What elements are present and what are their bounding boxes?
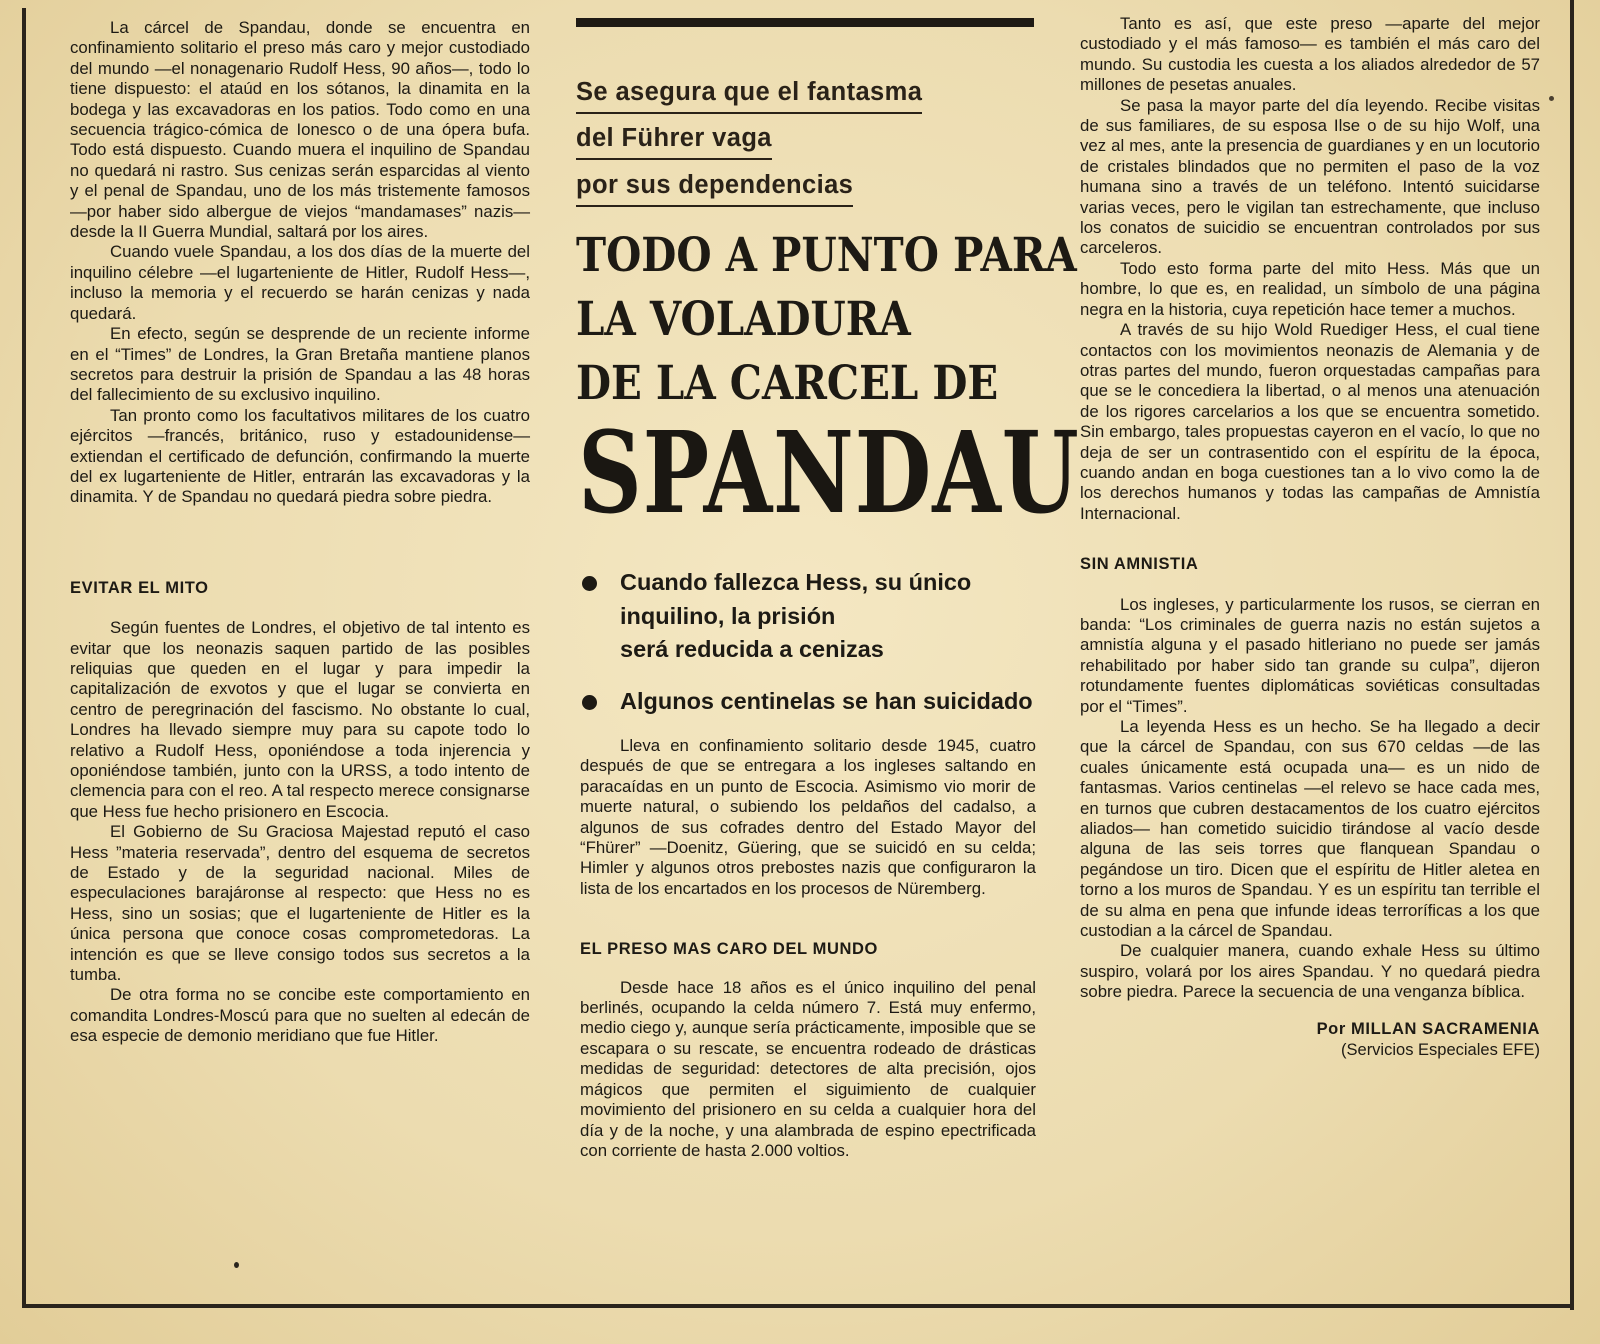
paragraph: Según fuentes de Londres, el objetivo de tal intento es evitar que los neonazis saquen partido de las posibles reliquias que queden en el lugar y para impedir la capitalización de exvotos y que el lugar se convierta en centro de peregrinación del fascismo. No obstante lo cual, Londres ha llevado siempre muy para su capote todo lo relativo a Rudolf Hess, oponiéndose a toda injerencia y oponiéndose también, junto con la URSS, a todo intento de clemencia para con el reo. A tal respecto merece consignarse que Hess fue hecho prisionero en Escocia. bbox=[70, 618, 530, 821]
paragraph: De cualquier manera, cuando exhale Hess su último suspiro, volará por los aires Spandau. Y no quedará piedra sobre piedra. Parece la secuencia de una venganza bíblica. bbox=[1080, 941, 1540, 1002]
section-title: SIN AMNISTIA bbox=[1080, 555, 1199, 574]
kicker-line: del Führer vaga bbox=[576, 124, 772, 160]
paragraph: Lleva en confinamiento solitario desde 1945, cuatro después de que se entregara a los ingleses saltando en paracaídas en un punto de Escocia. Asimismo vio morir de muerte natural, o subiendo los peldaños del cadalso, a algunos de sus cofrades dentro del Estado Mayor del “Fhürer” —Doenitz, Güering, que se suicidó en su celda; Himler y algunos otros prebostes nazis que configuraron la lista de los encartados en los procesos de Nüremberg. bbox=[580, 736, 1036, 898]
article-column-3 bbox=[1080, 14, 1540, 1061]
headline-line: DE LA CARCEL DE bbox=[576, 356, 999, 411]
bullet-item: Algunos centinelas se han suicidado bbox=[580, 685, 1050, 719]
border-rule-left bbox=[22, 8, 26, 1308]
border-rule-bottom bbox=[22, 1304, 1574, 1308]
paragraph: Los ingleses, y particularmente los rusos, se cierran en banda: “Los criminales de guerra nazis no están sujetos a amnistía alguna y el pasado hitleriano no puede ser jamás rehabilitado por haber sido tan grande su culpa”, dijeron rotundamente fuentes diplomáticas soviéticas consultadas por el “Times”. bbox=[1080, 594, 1540, 716]
border-rule-right bbox=[1570, 0, 1574, 1310]
paragraph: Desde hace 18 años es el único inquilino del penal berlinés, ocupando la celda número 7. Está muy enfermo, medio ciego y, aunque sería prácticamente, imposible que se escapara o su rescate, se encuentra rodeado de drásticas medidas de seguridad: detectores de alta precisión, ojos mágicos que permiten el siguimiento de cualquier movimiento del prisionero en su celda a cualquier hora del día y de la noche, y una alambrada de espino epectrificada con corriente de hasta 2.000 voltios. bbox=[580, 977, 1036, 1160]
subheadline-bullets bbox=[580, 566, 1050, 736]
article-column-2 bbox=[580, 736, 1036, 1161]
paragraph: Cuando vuele Spandau, a los dos días de la muerte del inquilino célebre —el lugarteniente de Hitler, Rudolf Hess—, incluso la memoria y el recuerdo se harán cenizas y nada quedará. bbox=[70, 242, 530, 323]
article-column-1 bbox=[70, 18, 530, 1047]
bullet-dot-icon bbox=[582, 576, 597, 591]
agency-credit: (Servicios Especiales EFE) bbox=[1341, 1040, 1540, 1059]
top-rule bbox=[576, 18, 1034, 27]
bullet-item: Cuando fallezca Hess, su único inquilino, la prisión será reducida a cenizas bbox=[580, 566, 1050, 667]
ink-speck bbox=[1549, 96, 1554, 101]
paragraph: La cárcel de Spandau, donde se encuentra en confinamiento solitario el preso más caro y mejor custodiado del mundo —el nonagenario Rudolf Hess, 90 años—, todo lo tiene dispuesto: el ataúd en los sótanos, la dinamita en la bodega y las excavadoras en los patios. Todo como en una secuencia trágico-cómica de Ionesco o de una ópera bufa. Todo está dispuesto. Cuando muera el inquilino de Spandau no quedará ni rastro. Sus cenizas serán esparcidas al viento y el penal de Spandau, uno de los más tristemente famosos —por haber sido albergue de viejos “mandamases” nazis— desde la II Guerra Mundial, saltará por los aires. bbox=[70, 18, 530, 242]
headline-big: SPANDAU bbox=[578, 408, 1080, 539]
paragraph: En efecto, según se desprende de un reciente informe en el “Times” de Londres, la Gran Bretaña mantiene planos secretos para destruir la prisión de Spandau a las 48 horas del fallecimiento de su exclusivo inquilino. bbox=[70, 324, 530, 405]
byline: Por MILLAN SACRAMENIA bbox=[1316, 1019, 1540, 1038]
paragraph: A través de su hijo Wold Ruediger Hess, el cual tiene contactos con los movimientos neonazis de Alemania y de otras partes del mundo, fueron orquestadas campañas para que se le concediera la libertad, o al menos una atenuación de los rigores carcelarios a los que se encuentra sometido. Sin embargo, tales propuestas cayeron en el vacío, lo que no deja de ser un contrasentido con el espíritu de la época, cuando andan en boga cuestiones tan a lo vivo como la de los derechos humanos y todas las campañas de Amnistía Internacional. bbox=[1080, 320, 1540, 523]
headline-line: LA VOLADURA bbox=[576, 292, 911, 347]
byline-block bbox=[1080, 1019, 1540, 1061]
paragraph: Todo esto forma parte del mito Hess. Más que un hombre, lo que es, en realidad, un símbolo de una página negra en la historia, cuya repetición hace temer a muchos. bbox=[1080, 258, 1540, 319]
paragraph: Se pasa la mayor parte del día leyendo. Recibe visitas de sus familiares, de su esposa Ilse o de su hijo Wolf, una vez al mes, ante la presencia de guardianes y en un locutorio de cristales blindados que no permiten el paso de la voz humana sino a través de un teléfono. Intentó suicidarse varias veces, pero le vigilan tan estrechamente, que incluso los conatos de suicidio se encuentran controlados por sus carceleros. bbox=[1080, 95, 1540, 258]
paragraph: De otra forma no se concibe este comportamiento en comandita Londres-Moscú para que no suelten al edecán de esa especie de demonio meridiano que fue Hitler. bbox=[70, 985, 530, 1046]
ink-speck bbox=[234, 1262, 239, 1268]
headline-line: TODO A PUNTO PARA bbox=[576, 228, 1077, 283]
paragraph: El Gobierno de Su Graciosa Majestad reputó el caso Hess ”materia reservada”, dentro del esquema de secretos de Estado y de la seguridad nacional. Miles de especulaciones barajáronse al respecto: que Hess no es Hess, sino un sosias; que el lugarteniente de Hitler es la única persona que conoce cosas comprometedoras. La intención es que se lleve consigo todos sus secretos a la tumba. bbox=[70, 822, 530, 985]
kicker-line: por sus dependencias bbox=[576, 171, 853, 207]
section-title: EL PRESO MAS CARO DEL MUNDO bbox=[580, 940, 878, 959]
paragraph: Tanto es así, que este preso —aparte del mejor custodiado y el más famoso— es también el más caro del mundo. Su custodia les cuesta a los aliados alrededor de 57 millones de pesetas anuales. bbox=[1080, 14, 1540, 95]
bullet-dot-icon bbox=[582, 695, 597, 710]
paragraph: Tan pronto como los facultativos militares de los cuatro ejércitos —francés, británico, ruso y estadounidense— extiendan el certificado de defunción, confirmando la muerte del ex lugarteniente de Hitler, entrarán las excavadoras y la dinamita. Y de Spandau no quedará piedra sobre piedra. bbox=[70, 405, 530, 507]
headline bbox=[576, 224, 1077, 416]
section-title: EVITAR EL MITO bbox=[70, 578, 209, 597]
paragraph: La leyenda Hess es un hecho. Se ha llegado a decir que la cárcel de Spandau, con sus 670 celdas —de las cuales únicamente está ocupada una— es un nido de fantasmas. Varios centinelas —el relevo se hace cada mes, en turnos que cubren destacamentos de los cuatro ejércitos aliados— han cometido suicidio tirándose al vacío desde alguna de las seis torres que flanquean Spandau o pegándose un tiro. Dicen que el espíritu de Hitler aletea en torno a los muros de Spandau. Y es un espíritu tan terrible el de su alma en pena que infunde ideas terroríficas a los que custodian a la cárcel de Spandau. bbox=[1080, 717, 1540, 941]
kicker-line: Se asegura que el fantasma bbox=[576, 78, 922, 114]
